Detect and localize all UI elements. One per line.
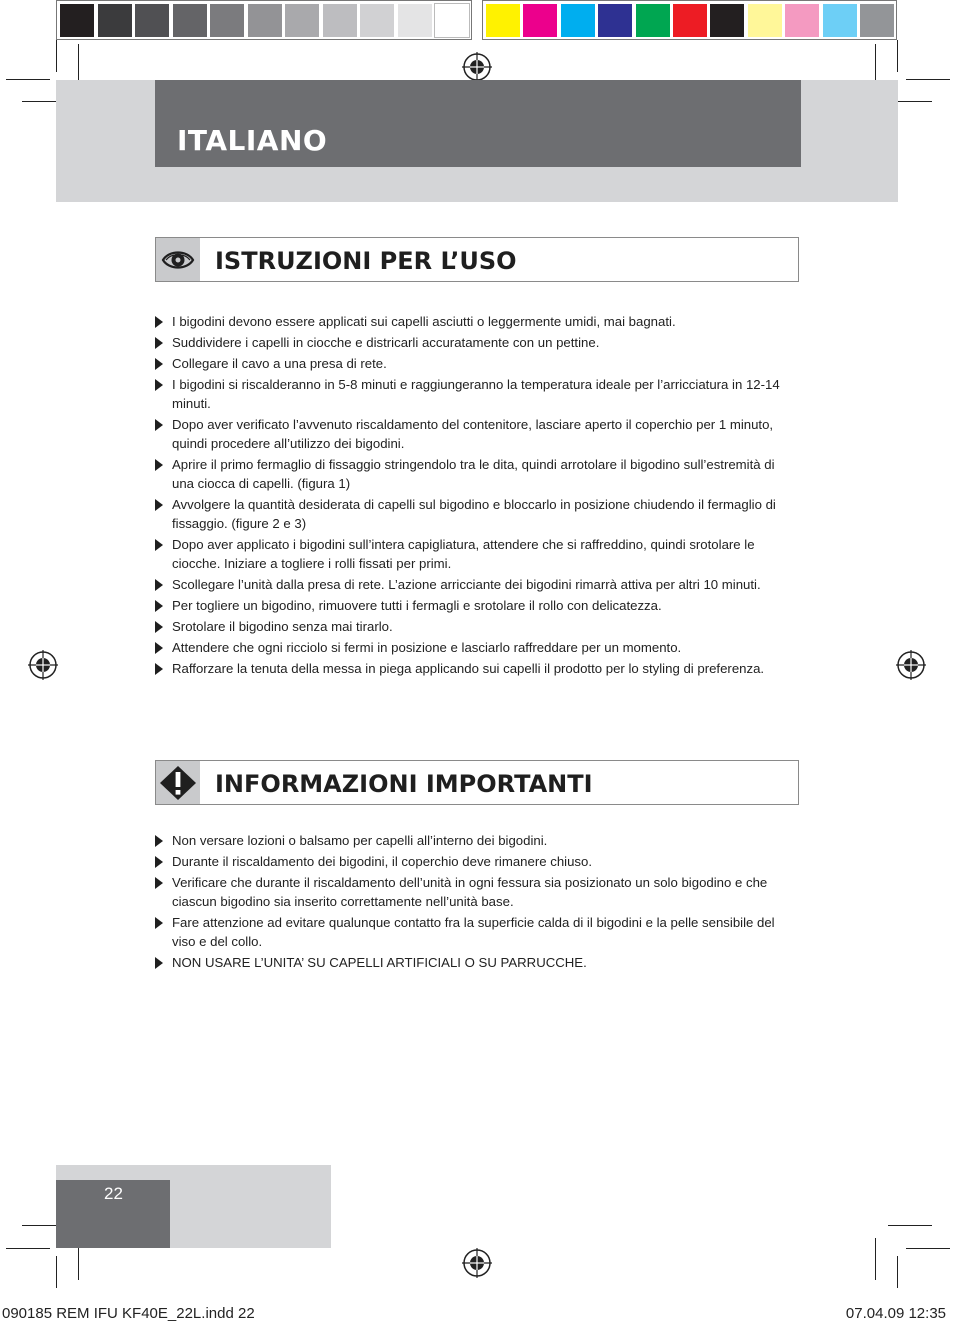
registration-mark-icon [462, 52, 492, 82]
color-swatch [710, 4, 744, 37]
bullet-arrow-icon [155, 316, 163, 328]
list-item-text: Suddividere i capelli in ciocche e districarli accuratamente con un pettine. [172, 335, 600, 350]
list-item [153, 455, 783, 493]
list-item [153, 913, 783, 951]
color-swatch [486, 4, 520, 37]
list-item [153, 312, 783, 331]
bullet-arrow-icon [155, 621, 163, 633]
list-item [153, 831, 783, 850]
list-item [153, 375, 783, 413]
color-swatch [561, 4, 595, 37]
list-item-text: Scollegare l’unità dalla presa di rete. L’azione arricciante dei bigodini rimarrà attiva per altri 10 minuti. [172, 577, 761, 592]
bullet-arrow-icon [155, 600, 163, 612]
color-swatch [98, 4, 132, 37]
list-item [153, 596, 783, 615]
list-item-text: Durante il riscaldamento dei bigodini, il coperchio deve rimanere chiuso. [172, 854, 593, 869]
color-swatch [398, 4, 432, 37]
list-item [153, 852, 783, 871]
list-item-text: Dopo aver verificato l’avvenuto riscaldamento del contenitore, lasciare aperto il coperchio per 1 minuto, quindi procedere all’utilizzo dei bigodini. [172, 417, 774, 451]
eye-icon [156, 238, 200, 281]
list-item-text: NON USARE L’UNITA’ SU CAPELLI ARTIFICIALI O SU PARRUCCHE. [172, 955, 587, 970]
list-item-text: Dopo aver applicato i bigodini sull’intera capigliatura, attendere che si raffreddino, quindi srotolare le ciocche. Iniziare a togliere i rolli fissati per primi. [172, 537, 755, 571]
registration-mark-icon [462, 1248, 492, 1278]
list-item-text: Attendere che ogni ricciolo si fermi in posizione e lasciarlo raffreddare per un momento. [172, 640, 682, 655]
color-swatch [60, 4, 94, 37]
bullet-arrow-icon [155, 379, 163, 391]
registration-mark-icon [28, 650, 58, 680]
list-item-text: Collegare il cavo a una presa di rete. [172, 356, 387, 371]
list-item [153, 415, 783, 453]
color-swatch [598, 4, 632, 37]
section-header-important [155, 760, 799, 805]
bullet-arrow-icon [155, 877, 163, 889]
color-swatch [173, 4, 207, 37]
list-item-text: Per togliere un bigodino, rimuovere tutti i fermagli e srotolare il rollo con delicatezza. [172, 598, 662, 613]
list-item [153, 873, 783, 911]
list-item-text: Non versare lozioni o balsamo per capelli all’interno dei bigodini. [172, 833, 548, 848]
section-header-usage [155, 237, 799, 282]
list-item-text: I bigodini devono essere applicati sui capelli asciutti o leggermente umidi, mai bagnati. [172, 314, 676, 329]
list-item [153, 659, 783, 678]
list-item [153, 333, 783, 352]
page-number-box [56, 1180, 170, 1248]
list-item [153, 495, 783, 533]
list-item [153, 617, 783, 636]
bullet-arrow-icon [155, 579, 163, 591]
bullet-arrow-icon [155, 917, 163, 929]
bullet-arrow-icon [155, 358, 163, 370]
list-item [153, 638, 783, 657]
list-item-text: Fare attenzione ad evitare qualunque contatto fra la superficie calda di il bigodini e la pelle sensibile del viso e del collo. [172, 915, 775, 949]
list-item-text: Srotolare il bigodino senza mai tirarlo. [172, 619, 393, 634]
color-swatch [785, 4, 819, 37]
color-swatch [285, 4, 319, 37]
list-item-text: Rafforzare la tenuta della messa in piega applicando sui capelli il prodotto per lo styling di preferenza. [172, 661, 765, 676]
bullet-arrow-icon [155, 499, 163, 511]
list-item [153, 535, 783, 573]
bullet-arrow-icon [155, 337, 163, 349]
bullet-arrow-icon [155, 856, 163, 868]
color-swatch [210, 4, 244, 37]
list-item-text: I bigodini si riscalderanno in 5-8 minuti e raggiungeranno la temperatura ideale per l’arricciatura in 12-14 minuti. [172, 377, 780, 411]
bullet-arrow-icon [155, 642, 163, 654]
color-swatch [860, 4, 894, 37]
list-item-text: Avvolgere la quantità desiderata di capelli sul bigodino e bloccarlo in posizione chiudendo il fermaglio di fissaggio. (figure 2 e 3) [172, 497, 776, 531]
section-title: INFORMAZIONI IMPORTANTI [215, 770, 593, 798]
bullet-arrow-icon [155, 835, 163, 847]
bullet-arrow-icon [155, 663, 163, 675]
list-item [153, 354, 783, 373]
bullet-arrow-icon [155, 419, 163, 431]
color-swatch [248, 4, 282, 37]
language-header [155, 80, 801, 167]
file-name-slug: 090185 REM IFU KF40E_22L.indd 22 [2, 1305, 255, 1322]
bullet-arrow-icon [155, 459, 163, 471]
bullet-arrow-icon [155, 539, 163, 551]
color-swatch [323, 4, 357, 37]
color-swatch [636, 4, 670, 37]
page-number: 22 [104, 1184, 123, 1203]
color-swatch [673, 4, 707, 37]
color-swatch [360, 4, 394, 37]
list-item [153, 953, 783, 972]
warning-icon [156, 761, 200, 804]
language-title: ITALIANO [177, 124, 328, 157]
date-time-slug: 07.04.09 12:35 [845, 1305, 946, 1322]
color-swatch [435, 4, 469, 37]
color-swatch [523, 4, 557, 37]
color-swatch [823, 4, 857, 37]
registration-mark-icon [896, 650, 926, 680]
color-swatch [135, 4, 169, 37]
important-info-list [153, 831, 783, 972]
list-item-text: Aprire il primo fermaglio di fissaggio stringendolo tra le dita, quindi arrotolare il bigodino sull’estremità di una ciocca di capelli. (figura 1) [172, 457, 775, 491]
list-item-text: Verificare che durante il riscaldamento dell’unità in ogni fessura sia posizionato un solo bigodino e che ciascun bigodino sia inserito correttamente nell’unità base. [172, 875, 768, 909]
bullet-arrow-icon [155, 957, 163, 969]
section-title: ISTRUZIONI PER L’USO [215, 247, 517, 275]
color-swatch [748, 4, 782, 37]
list-item [153, 575, 783, 594]
usage-instructions-list [153, 312, 783, 678]
